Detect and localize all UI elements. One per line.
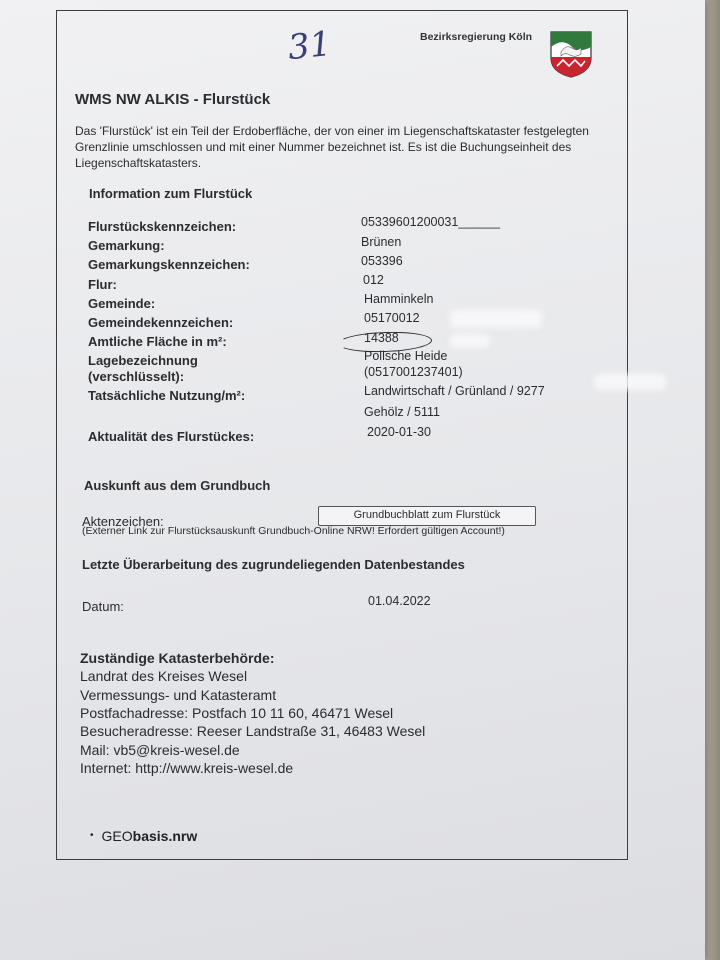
value-amtliche-flaeche: 14388 [364, 331, 399, 345]
value-lagebezeichnung: Pollsche Heide [364, 349, 448, 363]
revision-heading: Letzte Überarbeitung des zugrundeliegenden Datenbestandes [82, 557, 465, 572]
label-tatsaechliche-nutzung: Tatsächliche Nutzung/m²: [88, 388, 246, 403]
value-flurstueckskennzeichen: 05339601200031______ [361, 215, 501, 229]
value-lage-code: (0517001237401) [364, 365, 463, 379]
redaction-smudge [450, 334, 490, 348]
value-gemarkung: Brünen [361, 235, 402, 249]
date-label: Datum: [82, 599, 124, 614]
value-aktualitaet: 2020-01-30 [367, 425, 431, 439]
contact-visitor-address: Besucheradresse: Reeser Landstraße 31, 46483 Wesel [80, 723, 426, 739]
label-flurstueckskennzeichen: Flurstückskennzeichen: [88, 219, 237, 234]
aktenzeichen-label: Aktenzeichen: [82, 514, 164, 529]
logo-dot-icon: • [90, 830, 94, 841]
value-flur: 012 [363, 273, 384, 287]
info-heading: Information zum Flurstück [89, 186, 253, 201]
date-value: 01.04.2022 [368, 594, 431, 608]
label-gemarkung: Gemarkung: [88, 238, 165, 253]
geobasis-logo [90, 828, 197, 844]
value-gemarkungskennzeichen: 053396 [361, 254, 403, 268]
logo-suffix: .nrw [168, 828, 198, 844]
logo-prefix: GEO [101, 828, 133, 844]
intro-paragraph: Das 'Flurstück' ist ein Teil der Erdoberfläche, der von einer im Liegenschaftskataster festgelegten Grenzlinie umschlossen und mit einer Nummer bezeichnet ist. Es ist die Buchungseinheit des Liegenschaftskatasters. [75, 124, 589, 170]
handwritten-page-number: 31 [286, 23, 334, 69]
nrw-coat-of-arms-icon [548, 30, 594, 78]
contact-email: Mail: vb5@kreis-wesel.de [80, 742, 240, 758]
value-nutzung-1: Landwirtschaft / Grünland / 9277 [364, 384, 545, 398]
logo-bold: basis [132, 828, 169, 844]
value-gemeinde: Hamminkeln [364, 292, 434, 306]
grundbuch-heading: Auskunft aus dem Grundbuch [84, 478, 271, 493]
contact-line-1: Landrat des Kreises Wesel [80, 668, 248, 684]
document-title: WMS NW ALKIS - Flurstück [75, 91, 271, 108]
redaction-smudge [594, 374, 666, 390]
value-nutzung-2: Gehölz / 5111 [364, 405, 440, 419]
label-amtliche-flaeche: Amtliche Fläche in m²: [88, 334, 227, 349]
redaction-smudge [450, 310, 542, 328]
grundbuch-note: (Externer Link zur Flurstücksauskunft Grundbuch-Online NRW! Erfordert gültigen Account!) [82, 525, 505, 537]
authority-name: Bezirksregierung Köln [420, 31, 533, 43]
contact-website: Internet: http://www.kreis-wesel.de [80, 760, 294, 776]
label-gemarkungskennzeichen: Gemarkungskennzeichen: [88, 257, 250, 272]
label-aktualitaet: Aktualität des Flurstückes: [88, 429, 255, 444]
label-gemeindekennzeichen: Gemeindekennzeichen: [88, 315, 234, 330]
label-verschluesselt: (verschlüsselt): [88, 369, 185, 384]
grundbuchblatt-button[interactable]: Grundbuchblatt zum Flurstück [318, 506, 536, 526]
contact-line-2: Vermessungs- und Katasteramt [80, 687, 277, 703]
label-gemeinde: Gemeinde: [88, 296, 156, 311]
contact-postal-address: Postfachadresse: Postfach 10 11 60, 46471 Wesel [80, 705, 394, 721]
label-flur: Flur: [88, 277, 117, 292]
label-lagebezeichnung: Lagebezeichnung [88, 353, 198, 368]
contact-heading: Zuständige Katasterbehörde: [80, 650, 275, 666]
value-gemeindekennzeichen: 05170012 [364, 311, 420, 325]
